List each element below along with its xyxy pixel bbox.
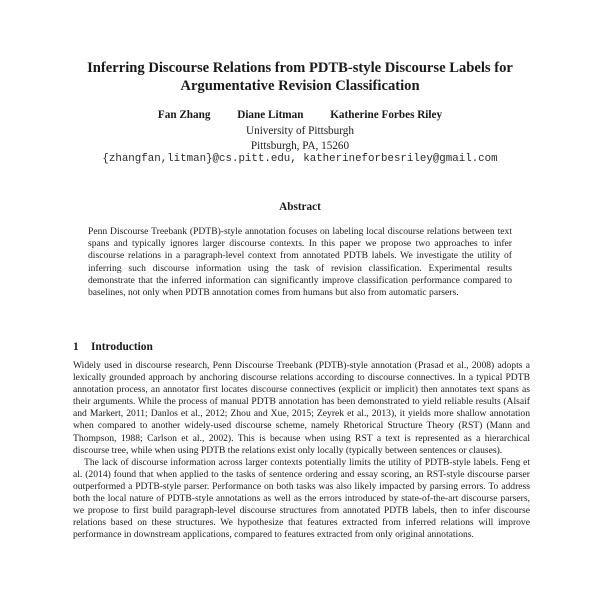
paragraph: The lack of discourse information across larger contexts potentially limits the utility of PDTB-style labels. Feng et al. (2014) found that when applied to the tasks of sentence ordering and essay scoring, an RST-style discourse parser outperformed a PDTB-style parser. Performance on both tasks was also likely impacted by parsing errors. To address both the local nature of PDTB-style annotations as well as the errors introduced by state-of-the-art discourse parsers, we propose to first build paragraph-level discourse structures from annotated PDTB labels, then to infer discourse relations based on these structures. We hypothesize that features extracted from inferred relations will improve performance in downstream applications, compared to features extracted from only original annotations.: [73, 456, 530, 541]
paper-title-line-2: Argumentative Revision Classification: [180, 78, 420, 94]
affiliation: University of Pittsburgh: [246, 125, 354, 137]
author-name: Katherine Forbes Riley: [330, 109, 443, 121]
author-name: Fan Zhang: [157, 109, 211, 121]
section-title: Introduction: [91, 341, 153, 353]
section-body: [73, 360, 530, 541]
paper-title-line-1: Inferring Discourse Relations from PDTB-style Discourse Labels for: [87, 60, 513, 76]
abstract-heading: Abstract: [279, 201, 321, 213]
author-emails: {zhangfan,litman}@cs.pitt.edu, katherineforbesriley@gmail.com: [102, 153, 498, 165]
abstract-text: Penn Discourse Treebank (PDTB)-style annotation focuses on labeling local discourse relations between text spans and typically ignores larger discourse contexts. In this paper we propose two approaches to infer discourse relations in a paragraph-level context from annotated PDTB labels. We investigate the utility of inferring such discourse information using the task of revision classification. Experimental results demonstrate that the inferred information can significantly improve classification performance compared to baselines, not only when PDTB annotation comes from humans but also from automatic parsers.: [88, 226, 512, 299]
location: Pittsburgh, PA, 15260: [250, 140, 350, 152]
section-heading: [73, 340, 153, 354]
author-name: Diane Litman: [237, 109, 304, 121]
paragraph: Widely used in discourse research, Penn Discourse Treebank (PDTB)-style annotation (Prasad et al., 2008) adopts a lexically grounded approach by anchoring discourse relations according to discourse connectives. In a typical PDTB annotation process, an annotator first locates discourse connectives (explicit or implicit) then annotates text spans as their arguments. While the process of manual PDTB annotation has been demonstrated to yield reliable results (Alsaif and Markert, 2011; Danlos et al., 2012; Zhou and Xue, 2015; Zeyrek et al., 2013), it yields more shallow annotation when compared to another widely-used discourse scheme, namely Rhetorical Structure Theory (RST) (Mann and Thompson, 1988; Carlson et al., 2002). This is because when using RST a text is represented as a hierarchical discourse tree, while when using PDTB the relations exist only locally (typically between sentences or clauses).: [73, 360, 530, 456]
author-list: [40, 108, 560, 122]
paper-title: [40, 59, 560, 95]
section-number: 1: [73, 341, 79, 353]
